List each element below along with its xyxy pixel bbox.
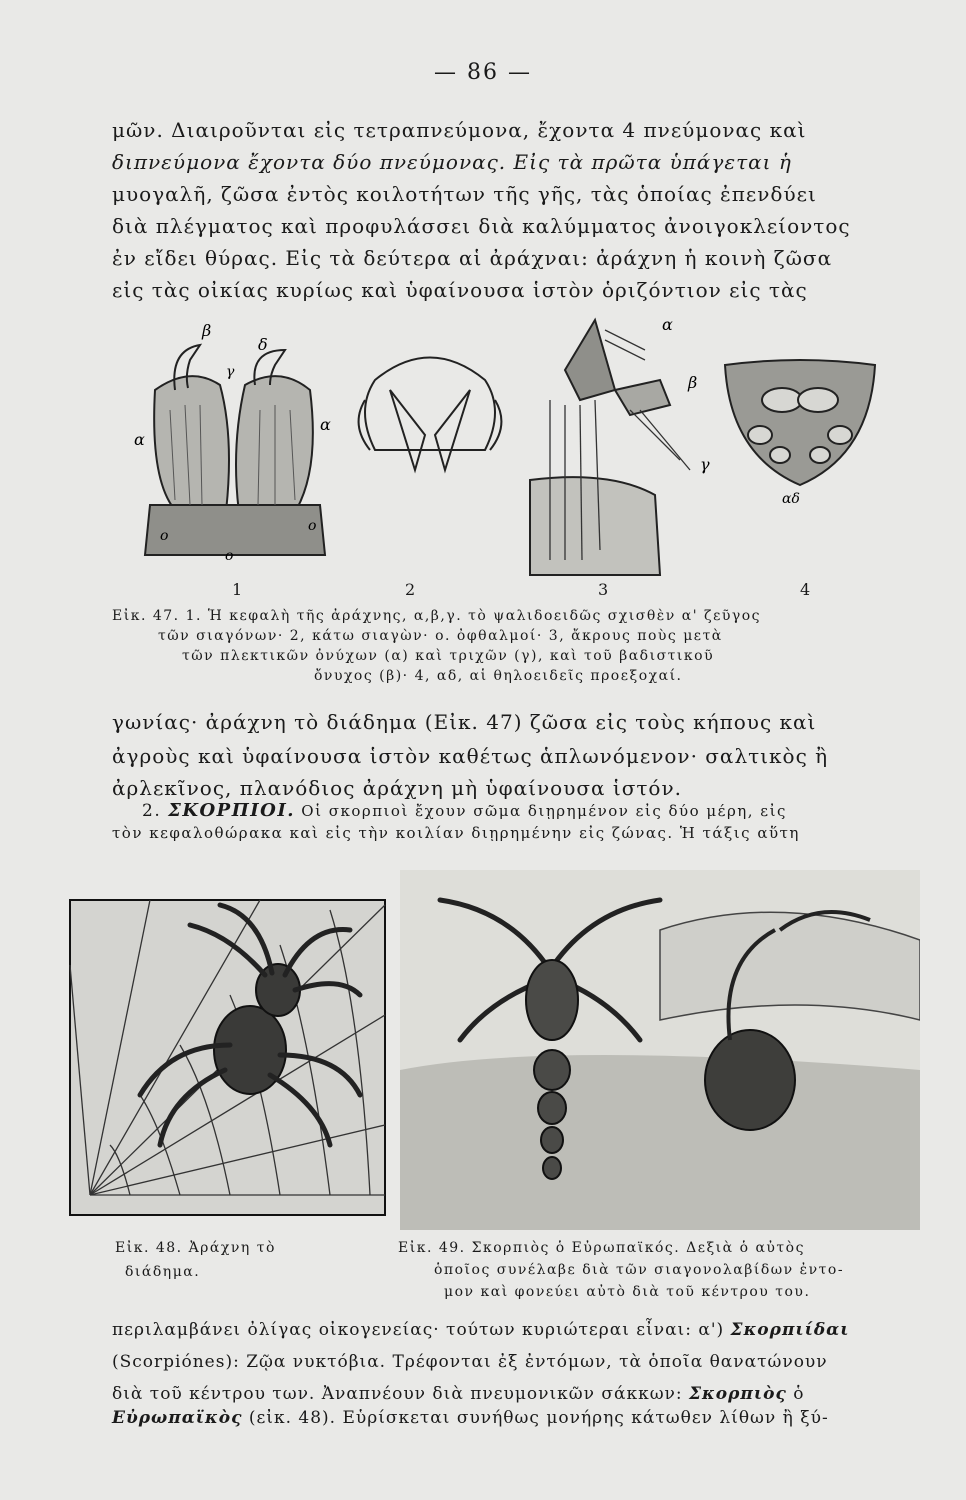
text-line: ἀρλεκῖνος, πλανόδιος ἀράχνη μὴ ὑφαίνουσα ἱστόν. (112, 776, 682, 800)
section-lead: 2. (142, 801, 169, 821)
figure-47-panel-4-spinnerets (720, 355, 880, 505)
figure-47-panel-1-spider-head (130, 320, 340, 570)
text-line: ἐν εἴδει θύρας. Εἰς τὰ δεύτερα αἱ ἀράχναι: ἀράχνη ἡ κοινὴ ζῶσα (112, 246, 833, 270)
text-span: περιλαμβάνει ὀλίγας οἰκογενείας· τούτων κυριώτεραι εἶναι: α') (112, 1320, 731, 1340)
text-span: διὰ τοῦ κέντρου των. Ἀναπνέουν διὰ πνευμονικῶν σάκκων: (112, 1384, 690, 1404)
section-text: Οἱ σκορπιοὶ ἔχουν σῶμα διῃρημένον εἰς δύο μέρη, εἰς (295, 802, 787, 820)
figure-47-number-4: 4 (800, 580, 811, 599)
figure-49-scorpion (400, 870, 920, 1230)
page-number: — 86 — (434, 60, 532, 85)
label-omicron: ο (160, 528, 169, 544)
text-line (112, 1384, 804, 1404)
caption-line: τῶν σιαγόνων· 2, κάτω σιαγὼν· ο. ὀφθαλμοί· 3, ἄκρους ποὺς μετὰ (158, 628, 723, 644)
text-line: διὰ πλέγματος καὶ προφυλάσσει διὰ καλύμματος ἀνοιγοκλείοντος (112, 214, 851, 238)
figure-47-number-3: 3 (598, 580, 609, 599)
caption-line: Εἰκ. 49. Σκορπιὸς ὁ Εὐρωπαϊκός. Δεξιὰ ὁ αὐτὸς (398, 1240, 805, 1256)
figure-47-number-2: 2 (405, 580, 416, 599)
caption-line: διάδημα. (125, 1264, 201, 1280)
label-alpha-delta: αδ (782, 491, 800, 505)
label-delta: δ (258, 335, 268, 354)
label-alpha-left: α (134, 430, 145, 449)
text-line: εἰς τὰς οἰκίας κυρίως καὶ ὑφαίνουσα ἱστὸν ὁριζόντιον εἰς τὰς (112, 278, 808, 302)
section-line: τὸν κεφαλοθώρακα καὶ εἰς τὴν κοιλίαν διῃρημένην εἰς ζώνας. Ἡ τάξις αὕτη (112, 824, 800, 842)
text-line: μῶν. Διαιροῦνται εἰς τετραπνεύμονα, ἔχοντα 4 πνεύμονας καὶ (112, 118, 807, 142)
figure-48-spider-web (60, 895, 395, 1225)
text-line (112, 1408, 829, 1428)
caption-line: ὄνυχος (β)· 4, αδ, αἱ θηλοειδεῖς προεξοχαί. (314, 668, 683, 684)
label-alpha: α (662, 315, 673, 334)
text-line: διπνεύμονα ἔχοντα δύο πνεύμονας. Εἰς τὰ πρῶτα ὑπάγεται ἡ (112, 150, 792, 174)
section-line (142, 800, 787, 821)
label-gamma: γ (700, 455, 710, 474)
caption-line: μον καὶ φονεύει αὐτὸ διὰ τοῦ κέντρου του. (444, 1284, 811, 1300)
figure-47-panel-3-foot (520, 310, 720, 580)
text-line: γωνίας· ἀράχνη τὸ διάδημα (Εἰκ. 47) ζῶσα εἰς τοὺς κήπους καὶ (112, 710, 817, 734)
text-line: (Scorpiónes): Ζῷα νυκτόβια. Τρέφονται ἐξ ἐντόμων, τὰ ὁποῖα θανατώνουν (112, 1352, 828, 1372)
text-span: (εἰκ. 48). Εὑρίσκεται συνήθως μονήρης κάτωθεν λίθων ἢ ξύ- (242, 1408, 829, 1428)
figure-47-panel-2-lower-jaw (345, 340, 515, 480)
caption-line: Εἰκ. 48. Ἀράχνη τὸ (115, 1240, 276, 1256)
text-span: ὁ (786, 1384, 805, 1404)
text-line (112, 1320, 850, 1340)
label-beta: β (688, 373, 698, 392)
term-evropaikos: Εὐρωπαϊκὸς (112, 1408, 243, 1428)
label-beta: β (202, 321, 212, 340)
label-alpha-right: α (320, 415, 331, 434)
term-scorpiidae: Σκορπιίδαι (730, 1320, 850, 1340)
figure-47-number-1: 1 (232, 580, 243, 599)
label-omicron: ο (225, 548, 234, 564)
caption-line: τῶν πλεκτικῶν ὀνύχων (α) καὶ τριχῶν (γ), καὶ τοῦ βαδιστικοῦ (182, 648, 715, 664)
label-omicron: ο (308, 518, 317, 534)
term-scorpios: Σκορπιὸς (689, 1384, 787, 1404)
caption-line: ὁποῖος συνέλαβε διὰ τῶν σιαγονολαβίδων ἐντο- (434, 1262, 845, 1278)
text-line: ἀγροὺς καὶ ὑφαίνουσα ἱστὸν καθέτως ἁπλωνόμενον· σαλτικὸς ἢ (112, 744, 829, 768)
text-line: μυογαλῆ, ζῶσα ἐντὸς κοιλοτήτων τῆς γῆς, τὰς ὁποίας ἐπενδύει (112, 182, 817, 206)
label-gamma: γ (226, 364, 235, 380)
caption-line: Εἰκ. 47. 1. Ἡ κεφαλὴ τῆς ἀράχνης, α,β,γ. τὸ ψαλιδοειδῶς σχισθὲν α' ζεῦγος (112, 608, 761, 624)
section-heading: ΣΚΟΡΠΙΟΙ. (168, 800, 296, 821)
